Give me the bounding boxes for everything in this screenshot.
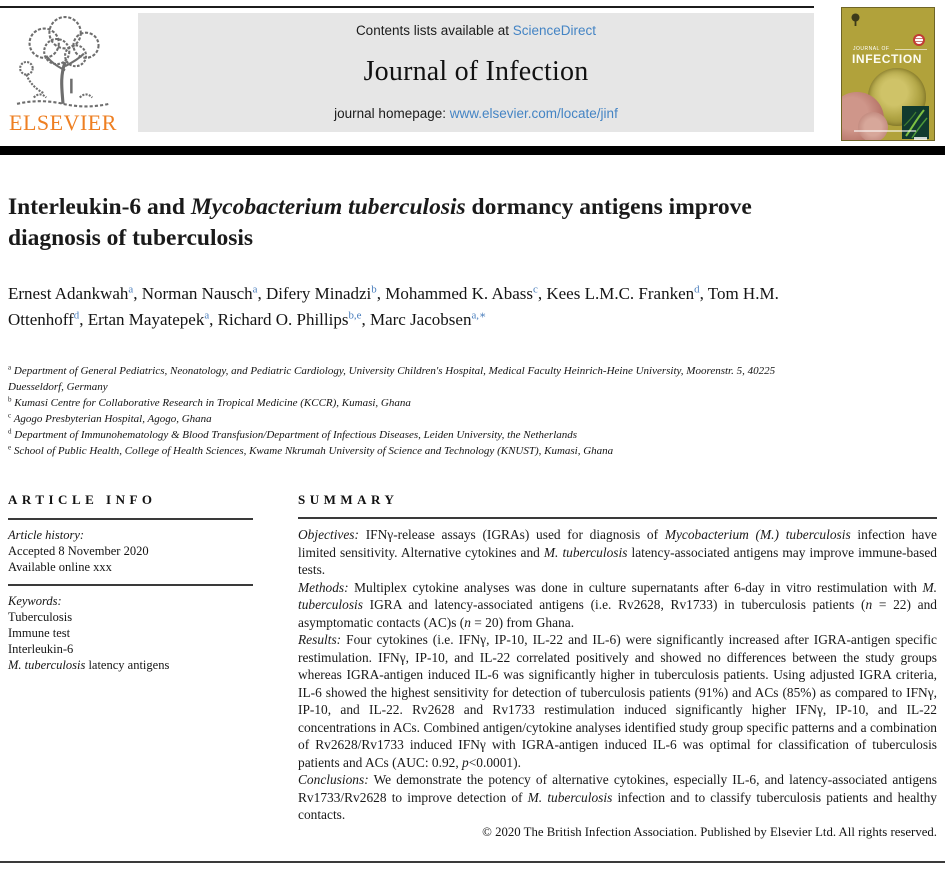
cover-bacteria-inset bbox=[902, 106, 929, 139]
summary-paragraph: Objectives: IFNγ-release assays (IGRAs) used for diagnosis of Mycobacterium (M.) tuberculosis infection have limited sensitivity. Alternative cytokines and M. tuberculosis latency-associated antigens may improve immune-based tests. bbox=[298, 527, 937, 577]
elsevier-logo bbox=[6, 16, 120, 136]
keyword-line: Interleukin-6 bbox=[8, 642, 74, 656]
affiliation-item bbox=[8, 396, 798, 412]
keyword-line: Tuberculosis bbox=[8, 610, 73, 624]
affiliation-item bbox=[8, 364, 798, 396]
cover-infection-label: INFECTION bbox=[852, 52, 923, 66]
affiliation-sup: d bbox=[8, 427, 12, 436]
homepage-prefix: journal homepage: bbox=[334, 106, 450, 121]
affiliation-sup: c bbox=[8, 411, 12, 420]
cover-journal-of-label: JOURNAL OF bbox=[853, 46, 890, 52]
author-list: Ernest Adankwah$^a$, Norman Nausch$^a$, Difery Minadzi$^b$, Mohammed K. Abass$^c$, Kees L.M.C. Franken$^d$, Tom H.M. Ottenhoff$^d$, Ertan Mayatepek$^a$, Richard O. Phillips$^{b,e}$, Marc Jacobsen$^{a,∗}$ bbox=[8, 283, 779, 329]
keywords-block bbox=[8, 593, 260, 673]
affiliation-list bbox=[8, 364, 798, 460]
bottom-rule bbox=[0, 861, 945, 863]
summary-paragraph: Results: Four cytokines (i.e. IFNγ, IP-10, IL-22 and IL-6) were significantly increased after IGRA-antigen specific restimulation. IFNγ, IP-10, and IL-22 correlated positively and showed no differences between the study groups whereas IGRA-antigen induced IL-6 was significantly higher in tuberculosis patients. Using adjusted IGRA criteria, IL-6 showed the highest sensitivity for detection of tuberculosis patients (91%) and ACs (85%) as compared to IFNγ, IP-10, and IL-22. Rv2628 and Rv1733 restimulation induced significantly higher IFNγ, IP-10, and IL-22 concentrations in ACs. Combined antigen/cytokine analyses identified study group specific patterns and a combination of Rv2628/Rv1733 induced IFNγ with IGRA-antigen induced IL-6 was optimal for classification of tuberculosis patients and ACs (AUC: 0.92, p<0.0001). bbox=[298, 632, 937, 770]
summary-column bbox=[298, 492, 937, 841]
keyword-line: M. tuberculosis latency antigens bbox=[8, 658, 170, 672]
header-divider-bar bbox=[0, 146, 945, 155]
summary-paragraph: Methods: Multiplex cytokine analyses was done in culture supernatants after 6-day in vitro restimulation with M. tuberculosis IGRA and latency-associated antigens (i.e. Rv2628, Rv1733) in tuberculosis patients (n = 22) and asymptomatic contacts (AC)s (n = 20) from Ghana. bbox=[298, 579, 937, 630]
contents-line bbox=[356, 23, 596, 38]
cover-cells-image-2 bbox=[858, 112, 888, 141]
history-line: Available online xxx bbox=[8, 560, 112, 574]
contents-prefix: Contents lists available at bbox=[355, 23, 513, 38]
keyword-lines bbox=[8, 609, 260, 673]
article-title: Interleukin-6 and Mycobacterium tuberculosis dormancy antigens improve diagnosis of tuberculosis bbox=[8, 194, 752, 252]
affiliation-text: School of Public Health, College of Health Sciences, Kwame Nkrumah University of Science and Technology (KNUST), Kumasi, Ghana bbox=[13, 444, 614, 457]
journal-title: Journal of Infection bbox=[363, 56, 589, 87]
affiliation-text: Department of General Pediatrics, Neonatology, and Pediatric Cardiology, University Children's Hospital, Medical Faculty Heinrich-Heine University, Moorenstr. 5, 40225 Duesseldorf, Germany bbox=[8, 365, 776, 393]
affiliation-item bbox=[8, 428, 798, 444]
homepage-link[interactable]: www.elsevier.com/locate/jinf bbox=[449, 106, 618, 121]
summary-rule bbox=[298, 517, 937, 519]
sciencedirect-link[interactable]: ScienceDirect bbox=[512, 23, 597, 38]
affiliation-sup: e bbox=[8, 443, 12, 452]
affiliation-text: Agogo Presbyterian Hospital, Agogo, Ghana bbox=[13, 412, 212, 425]
elsevier-tree-logo-icon bbox=[10, 16, 116, 108]
cover-top-microtext bbox=[895, 49, 927, 50]
article-info-column bbox=[8, 492, 260, 841]
keyword-line: Immune test bbox=[8, 626, 71, 640]
affiliation-sup: b bbox=[8, 395, 12, 404]
article-history-label: Article history: bbox=[8, 528, 85, 542]
cover-elsevier-logo-icon bbox=[850, 13, 861, 27]
affiliation-text: Kumasi Centre for Collaborative Research in Tropical Medicine (KCCR), Kumasi, Ghana bbox=[14, 396, 411, 409]
article-history-block bbox=[8, 527, 260, 575]
top-rule bbox=[0, 6, 814, 8]
history-line: Accepted 8 November 2020 bbox=[8, 544, 149, 558]
article-info-rule-top bbox=[8, 518, 253, 520]
cover-bottom-microtext bbox=[854, 130, 916, 132]
article-info-rule-mid bbox=[8, 584, 253, 586]
affiliation-sup: a bbox=[8, 363, 12, 372]
homepage-line bbox=[334, 106, 618, 121]
summary-heading: SUMMARY bbox=[298, 492, 399, 507]
info-summary-columns bbox=[8, 492, 937, 841]
history-lines bbox=[8, 543, 260, 575]
affiliation-text: Department of Immunohematology & Blood Transfusion/Department of Infectious Diseases, Leiden University, the Netherlands bbox=[14, 428, 578, 441]
elsevier-wordmark: ELSEVIER bbox=[9, 110, 117, 135]
keywords-label: Keywords: bbox=[8, 594, 62, 608]
journal-banner bbox=[138, 13, 814, 132]
summary-paragraph: Conclusions: We demonstrate the potency of alternative cytokines, especially IL-6, and latency-associated antigens Rv1733/Rv2628 to improve detection of M. tuberculosis infection and to classify tuberculosis patients and healthy contacts. bbox=[298, 772, 937, 822]
copyright-line: © 2020 The British Infection Association. Published by Elsevier Ltd. All rights reserved. bbox=[482, 824, 937, 839]
article-info-heading: ARTICLE INFO bbox=[8, 492, 157, 507]
cover-badge-icon bbox=[913, 34, 925, 46]
journal-cover-thumbnail bbox=[841, 7, 935, 141]
summary-paragraphs bbox=[298, 526, 937, 824]
affiliation-item bbox=[8, 412, 798, 428]
cover-society-mark bbox=[914, 137, 927, 140]
affiliation-item bbox=[8, 444, 798, 460]
